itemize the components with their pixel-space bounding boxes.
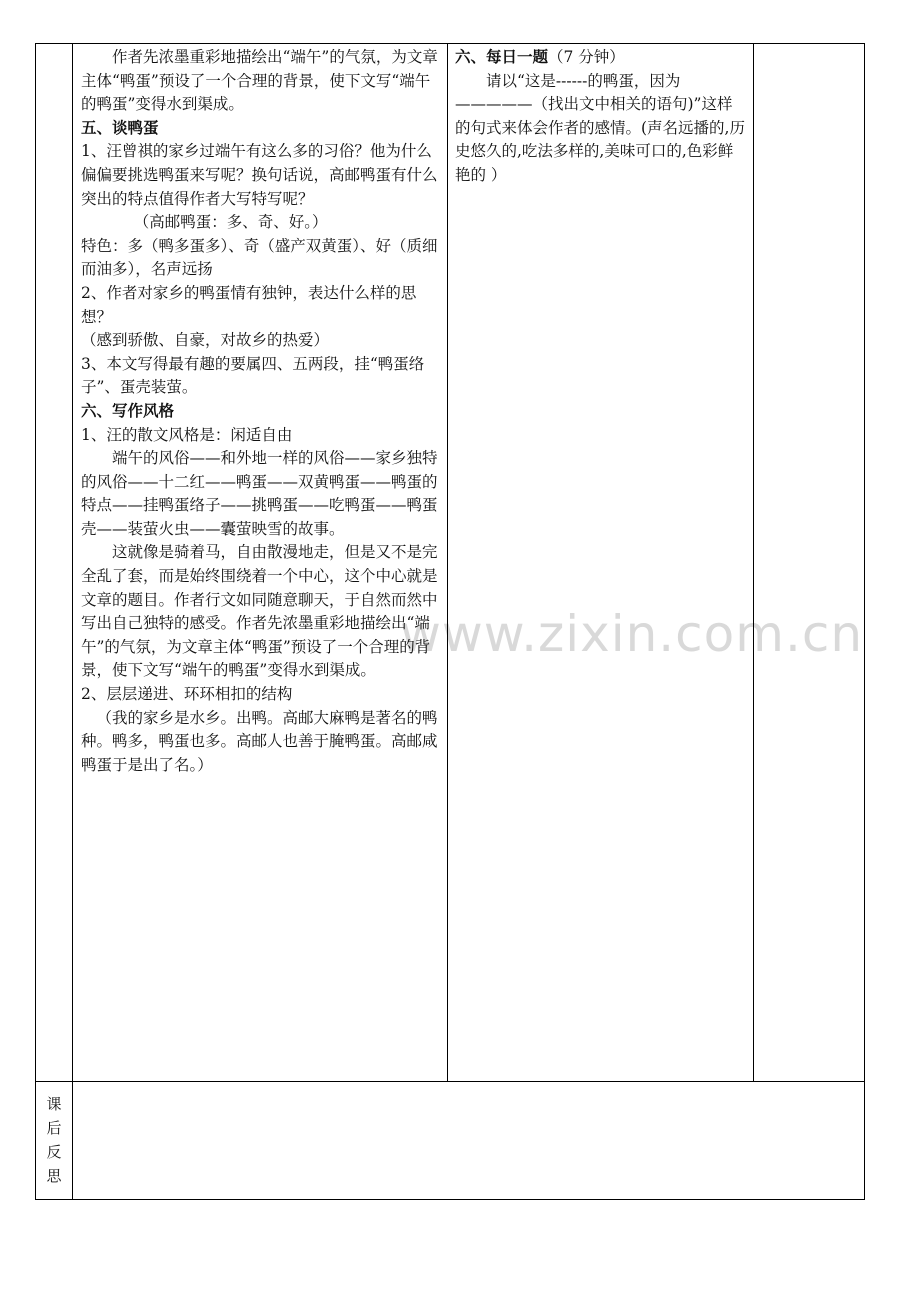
section-heading-6: 六、写作风格	[81, 401, 175, 420]
left-content-cell	[81, 46, 441, 777]
style-point-2: 2、层层递进、环环相扣的结构	[81, 685, 293, 704]
structure-chain: 端午的风俗——和外地一样的风俗——家乡独特的风俗——十二红——鸭蛋——双黄鸭蛋——鸭蛋的特点——挂鸭蛋络子——挑鸭蛋——吃鸭蛋——鸭蛋壳——装萤火虫——囊萤映雪的故事。	[81, 449, 438, 538]
column-divider-3	[753, 43, 754, 1081]
daily-question-heading	[455, 46, 747, 70]
reflection-label-char: 课	[46, 1095, 62, 1113]
style-point-2-text: （我的家乡是水乡。出鸭。高邮大麻鸭是著名的鸭种。鸭多，鸭蛋也多。高邮人也善于腌鸭蛋。高邮咸鸭蛋于是出了名。）	[81, 708, 438, 774]
reflection-label-char: 后	[46, 1119, 62, 1137]
reflection-label-char: 思	[46, 1167, 62, 1185]
question-3: 3、本文写得最有趣的要属四、五两段，挂“鸭蛋络子”、蛋壳装萤。	[81, 354, 425, 397]
right-content-cell	[455, 46, 747, 188]
daily-question-title: 六、每日一题	[455, 48, 549, 66]
horse-analogy-paragraph: 这就像是骑着马，自由散漫地走，但是又不是完全乱了套，而是始终围绕着一个中心，这个中心就是文章的题目。作者行文如同随意聊天，于自然而然中写出自己独特的感受。作者先浓墨重彩地描绘出“端午”的气氛，为文章主体“鸭蛋”预设了一个合理的背景，使下文写“端午的鸭蛋”变得水到渠成。	[81, 543, 438, 680]
daily-question-time: （7 分钟）	[548, 48, 625, 66]
answer-1: （高邮鸭蛋：多、奇、好。）	[133, 213, 328, 232]
watermark: www.zixin.com.cn	[400, 605, 864, 663]
question-1: 1、汪曾祺的家乡过端午有这么多的习俗？他为什么偏偏要挑选鸭蛋来写呢？换句话说，高邮鸭蛋有什么突出的特点值得作者大写特写呢？	[81, 142, 438, 208]
question-2: 2、作者对家乡的鸭蛋情有独钟，表达什么样的思想？	[81, 283, 417, 326]
reflection-label-char: 反	[46, 1143, 62, 1161]
features-text: 特色：多（鸭多蛋多）、奇（盛产双黄蛋）、好（质细而油多），名声远扬	[81, 236, 438, 279]
daily-question-body: 请以“这是------的鸭蛋，因为—————（找出文中相关的语句)”这样的句式来体会作者的感情。(声名远播的,历史悠久的,吃法多样的,美味可口的,色彩鲜艳的 ）	[455, 71, 745, 184]
reflection-label	[36, 1092, 72, 1188]
column-divider-1	[72, 43, 73, 1200]
reflection-cell[interactable]	[73, 1082, 864, 1199]
style-point-1: 1、汪的散文风格是：闲适自由	[81, 425, 293, 444]
intro-paragraph: 作者先浓墨重彩地描绘出“端午”的气氛，为文章主体“鸭蛋”预设了一个合理的背景，使下文写“端午的鸭蛋”变得水到渠成。	[81, 48, 438, 114]
column-divider-2	[447, 43, 448, 1081]
section-heading-5: 五、谈鸭蛋	[81, 118, 159, 137]
answer-2: （感到骄傲、自豪，对故乡的热爱）	[81, 331, 330, 350]
